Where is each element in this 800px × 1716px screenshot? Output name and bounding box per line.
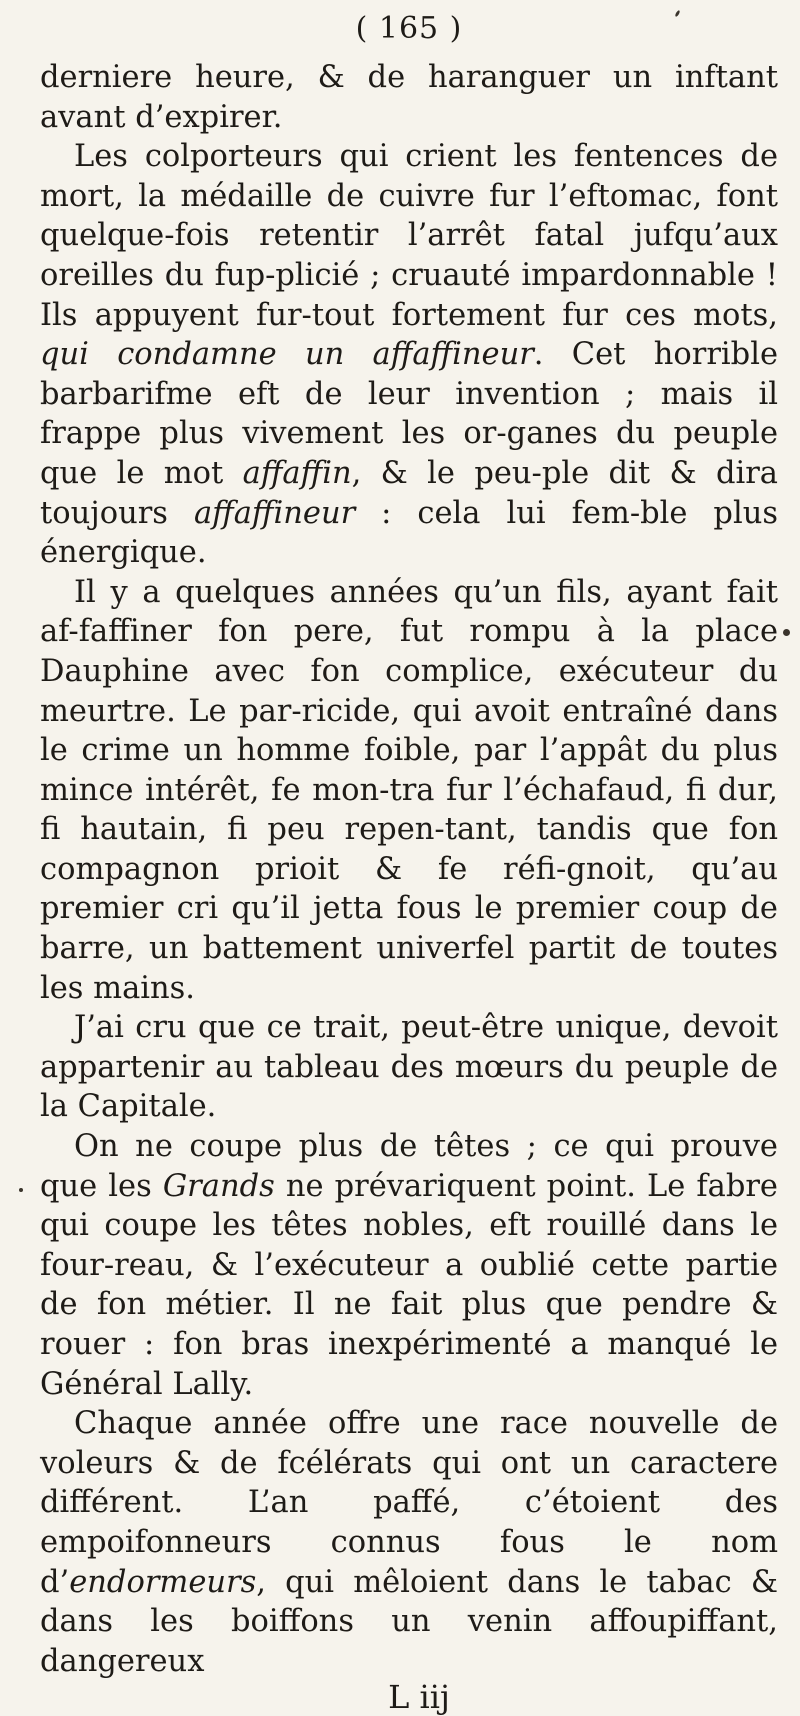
paragraph-1 <box>40 58 778 137</box>
page-number-header: ( 165 ) <box>355 11 463 46</box>
text-run: , qui mêloient dans le tabac & dans les boiffons un venin affoupiffant, dangereux <box>40 1564 778 1679</box>
paragraph-2 <box>40 137 778 573</box>
book-page <box>40 0 778 1716</box>
text-run: ne prévariquent point. Le fabre qui coupe les têtes nobles, eft rouillé dans le four-reau, & l’exécuteur a oublié cette partie de fon métier. Il ne fait plus que pendre & rouer : fon bras inexpérimenté a manqué le Général Lally. <box>40 1168 778 1402</box>
paragraph-6 <box>40 1404 778 1681</box>
text-run: J’ai cru que ce trait, peut-être unique, devoit appartenir au tableau des mœurs du peuple de la Capitale. <box>40 1010 778 1125</box>
text-run: On ne coupe plus de têtes ; ce qui prouve que les <box>40 1129 778 1204</box>
italic-text: qui condamne un affaffineur <box>40 337 534 373</box>
paragraph-3 <box>40 573 778 1009</box>
italic-text: affaffin <box>242 455 352 491</box>
text-run: : cela lui fem-ble plus énergique. <box>40 495 778 571</box>
ink-speck <box>783 629 790 636</box>
text-run: derniere heure, & de haranguer un inftant avant d’expirer. <box>40 60 778 135</box>
paragraph-4 <box>40 1008 778 1127</box>
body-text <box>40 58 778 1681</box>
ink-speck <box>19 1188 23 1192</box>
italic-text: affaffineur <box>193 495 356 531</box>
text-run: Les colporteurs qui crient les fentences de mort, la médaille de cuivre fur l’eftomac, font quelque-fois retentir l’arrêt fatal jufqu’aux oreilles du fup-plicié ; cruauté impardonnable ! Ils appuyent fur-tout fortement fur ces mots, <box>40 139 778 333</box>
italic-text: endormeurs <box>69 1564 257 1600</box>
text-run: . Cet horrible barbarifme eft de leur invention ; mais il frappe plus vivement les or-ganes du peuple que le mot <box>40 337 778 491</box>
signature-mark: L iij <box>388 1678 450 1716</box>
italic-text: Grands <box>162 1168 275 1204</box>
text-run: Il y a quelques années qu’un fils, ayant fait af-faffiner fon pere, fut rompu à la place Dauphine avec fon complice, exécuteur du meurtre. Le par-ricide, qui avoit entraîné dans le crime un homme foible, par l’appât du plus mince intérêt, fe mon-tra fur l’échafaud, fi dur, fi hautain, fi peu repen-tant, tandis que fon compagnon prioit & fe réfi-gnoit, qu’au premier cri qu’il jetta fous le premier coup de barre, un battement univerfel partit de toutes les mains. <box>40 574 778 1006</box>
text-run: Chaque année offre une race nouvelle de voleurs & de fcélérats qui ont un caractere différent. L’an paffé, c’étoient des empoifonneurs connus fous le nom d’ <box>40 1406 778 1600</box>
text-run: , & le peu-ple dit & dira toujours <box>40 455 778 531</box>
paragraph-5 <box>40 1127 778 1404</box>
